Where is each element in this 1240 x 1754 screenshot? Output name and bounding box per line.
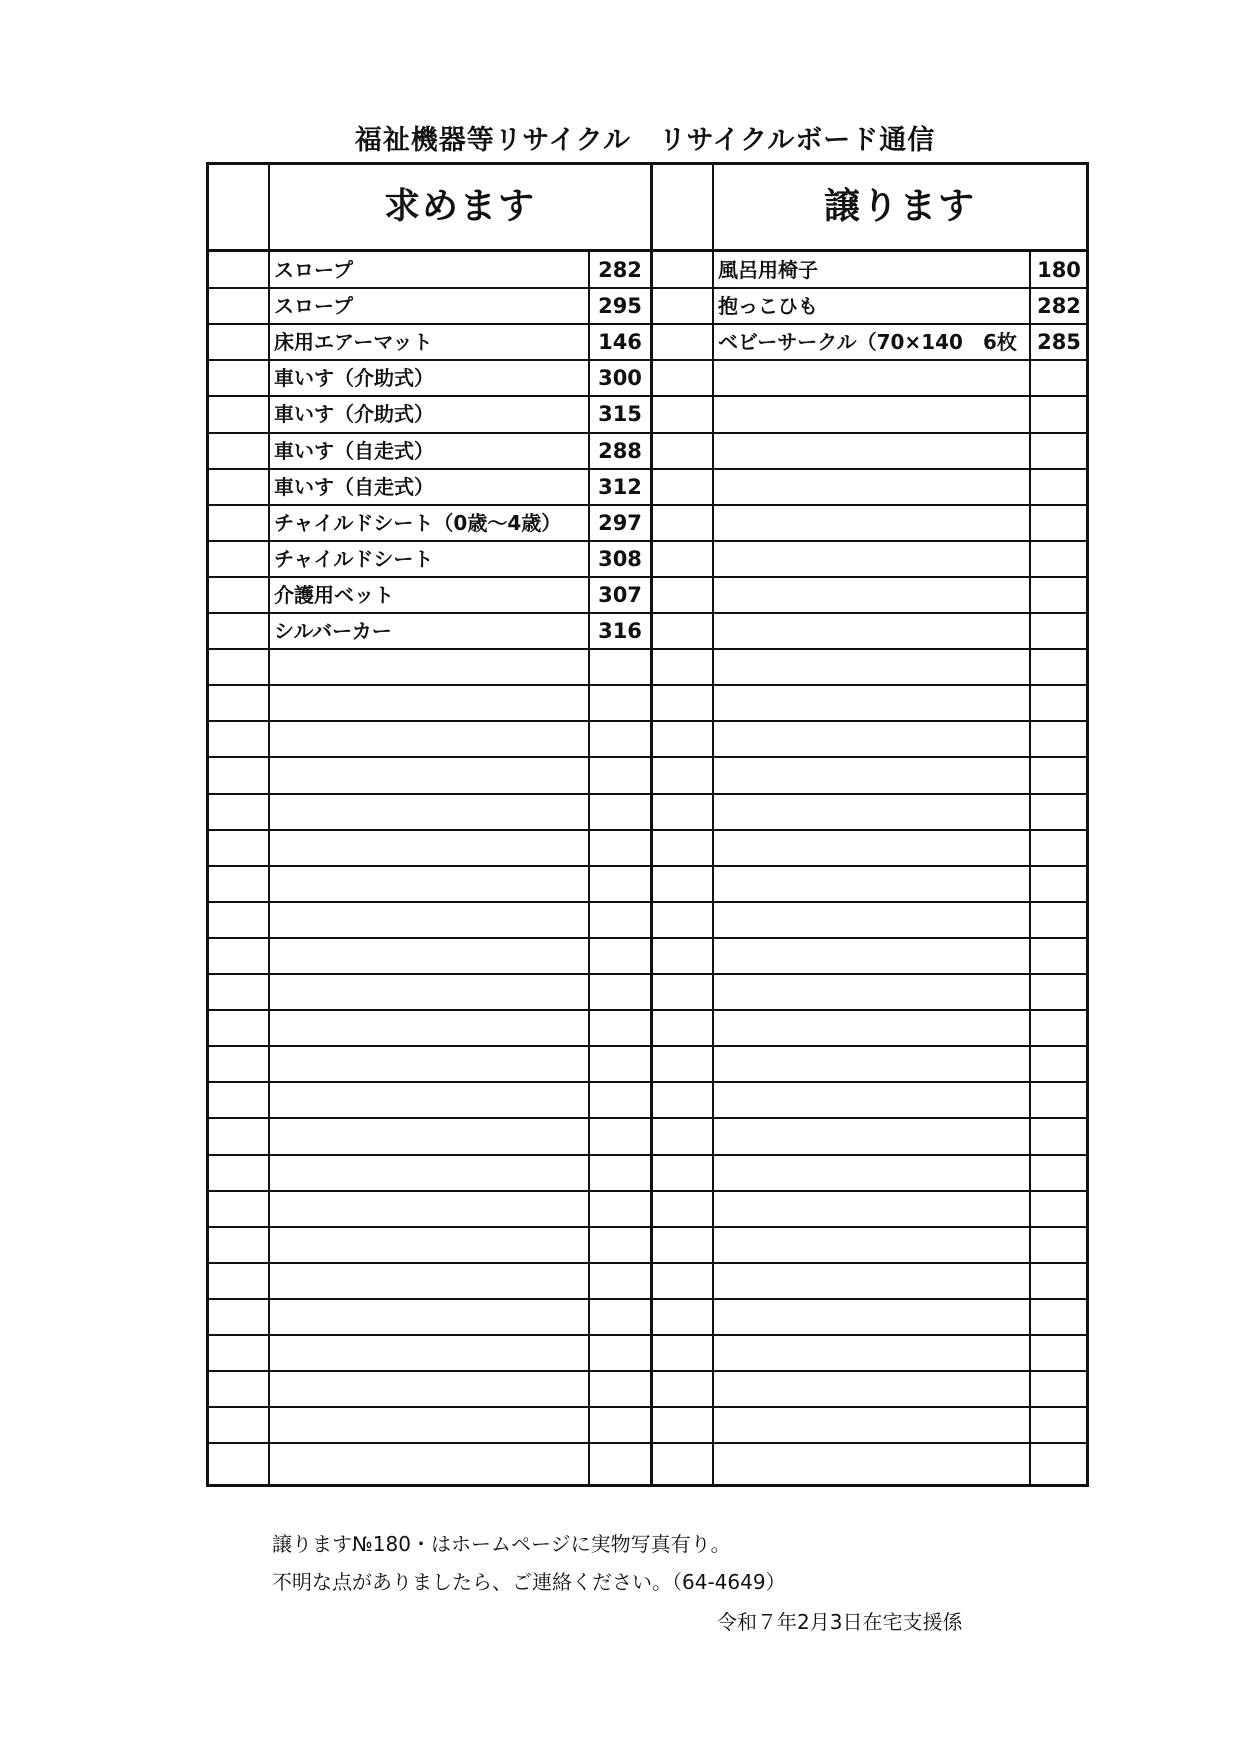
wanted-header: 求めます [383,186,536,227]
wanted-item-name: チャイルドシート [274,546,434,571]
row-divider [209,829,1086,831]
offered-item-number: 285 [1037,330,1081,355]
wanted-item-name: 車いす（介助式） [274,366,434,391]
wanted-item-number: 297 [598,510,642,535]
wanted-item-name: スロープ [274,294,353,319]
row-divider [209,1370,1086,1372]
wanted-item-number: 282 [598,258,642,282]
note-date-department: 令和７年2月3日在宅支援係 [717,1610,963,1634]
wanted-item-name: 床用エアーマット [274,330,433,355]
wanted-item-name: シルバーカー [274,619,392,643]
wanted-item-number: 146 [598,330,642,355]
row-divider [209,1154,1086,1156]
note-photo: 譲ります№180・はホームページに実物写真有り。 [272,1532,731,1556]
row-divider [209,1117,1086,1119]
row-divider [209,793,1086,795]
offered-item-name: 風呂用椅子 [718,258,818,282]
row-divider [209,1406,1086,1408]
row-divider [209,901,1086,903]
row-divider [209,1334,1086,1336]
row-divider [209,720,1086,722]
wanted-item-name: 介護用ベット [274,582,394,607]
offered-header: 譲ります [823,186,976,227]
row-divider [209,937,1086,939]
row-divider [209,1009,1086,1011]
row-divider [209,1045,1086,1047]
row-divider [209,1190,1086,1192]
row-divider [209,1442,1086,1444]
wanted-item-number: 288 [598,438,642,463]
row-divider [209,756,1086,758]
row-divider [209,973,1086,975]
offered-item-number: 180 [1037,258,1081,282]
note-contact: 不明な点がありましたら、ご連絡ください。（64-4649） [272,1570,786,1594]
wanted-item-name: スロープ [274,258,353,282]
page-title: 福祉機器等リサイクル リサイクルボード通信 [354,125,936,156]
wanted-item-name: チャイルドシート（0歳～4歳） [274,510,562,535]
offered-item-number: 282 [1037,294,1081,319]
wanted-item-name: 車いす（自走式） [274,438,434,463]
offered-item-name: ベビーサークル（70×140 6枚 [718,330,1017,355]
row-divider [209,684,1086,686]
column-divider-center [650,165,653,1484]
recycle-board-table [206,162,1089,1487]
row-divider [209,1226,1086,1228]
row-divider [209,1081,1086,1083]
wanted-item-number: 300 [598,366,642,391]
wanted-item-number: 307 [598,582,642,607]
row-divider [209,1298,1086,1300]
row-divider [209,1262,1086,1264]
wanted-item-number: 295 [598,294,642,319]
wanted-item-number: 308 [598,546,642,571]
offered-item-name: 抱っこひも [718,294,818,319]
wanted-item-number: 316 [598,619,642,643]
wanted-item-name: 車いす（自走式） [274,474,434,499]
wanted-item-number: 315 [598,402,642,427]
column-divider [712,165,714,1484]
row-divider [209,865,1086,867]
wanted-item-number: 312 [598,474,642,499]
wanted-item-name: 車いす（介助式） [274,402,434,427]
